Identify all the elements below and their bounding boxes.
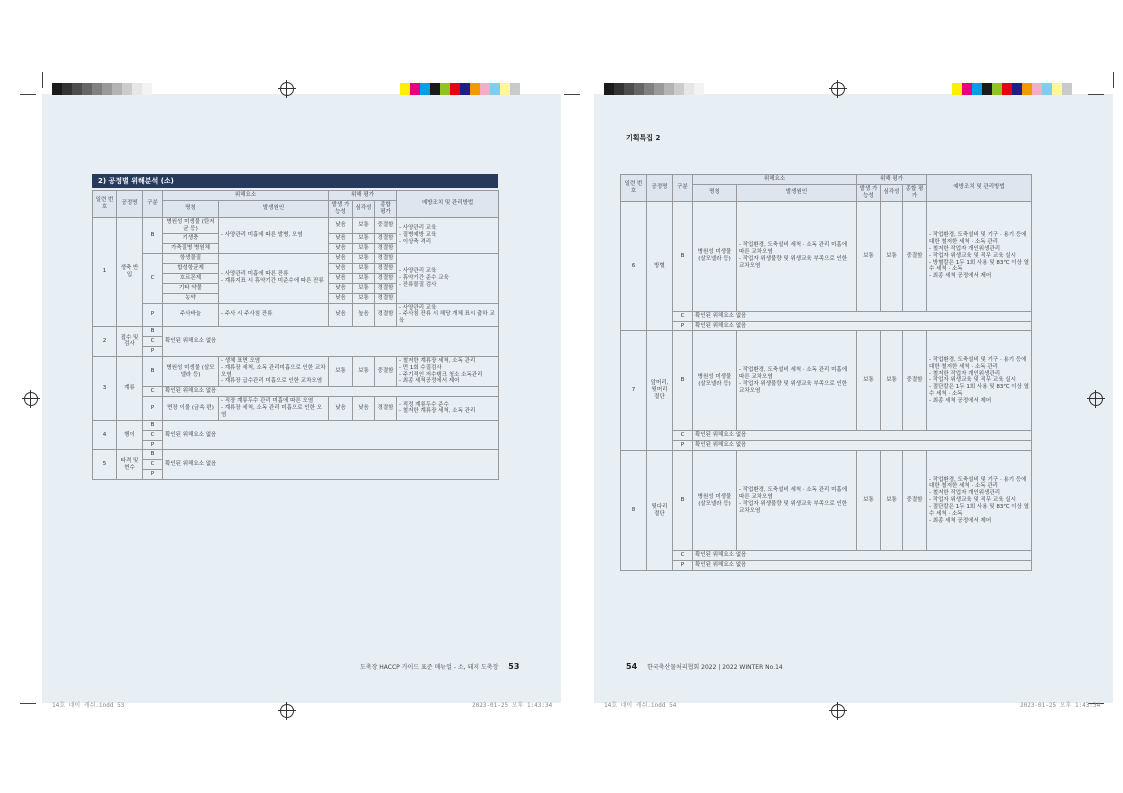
hazard-name: 병원성 미생물 (살모넬라 등)	[693, 201, 737, 311]
table-row	[621, 201, 1032, 311]
table-row	[93, 450, 499, 460]
hazard-name: 합성항균제	[163, 264, 219, 274]
table-row	[93, 387, 499, 397]
header-process: 공정명	[117, 191, 143, 218]
registration-mark-icon	[280, 82, 294, 96]
row-type: P	[673, 441, 693, 451]
hazard-name: 주사바늘	[163, 303, 219, 327]
row-type: C	[673, 431, 693, 441]
row-type: B	[143, 420, 163, 430]
registration-mark-icon	[24, 392, 38, 406]
total: 경결함	[375, 264, 397, 274]
slug-file: 14호 네이 캐쉬.indd 53	[52, 702, 125, 709]
table-row	[621, 331, 1032, 431]
row-no: 5	[93, 450, 117, 480]
header-cause: 발생원인	[219, 200, 329, 217]
hazard-cause: - 사양관리 미흡에 따른 잔류 - 계류지표 시 휴약기간 미준수에 따른 잔류	[219, 254, 329, 303]
total: 경결함	[375, 303, 397, 327]
crop-mark	[564, 94, 580, 95]
registration-mark-icon	[831, 82, 845, 96]
header-type: 구분	[143, 191, 163, 218]
hazard-cause: - 주사 시 주사침 잔류	[219, 303, 329, 327]
row-process: 뒷다리 절단	[647, 451, 673, 571]
hazard-cause: - 직장 계류두수 관리 미흡에 따른 오염 - 계류장 세척, 소독 관리 미흡으로 인한 오염	[219, 397, 329, 421]
hazard-cause: - 작업환경, 도축설비 세척 · 소독 관리 미흡에 따른 교차오염 - 작업자 위생불량 및 위생교육 부족으로 인한 교차오염	[737, 451, 857, 551]
row-process: 계류	[117, 356, 143, 420]
header-likelihood: 발생 가능성	[329, 200, 353, 217]
crop-mark	[42, 72, 43, 88]
row-process: 생축 반입	[117, 217, 143, 327]
page-number: 54	[626, 662, 638, 671]
severity: 보통	[353, 217, 375, 234]
severity: 보통	[353, 234, 375, 244]
likelihood: 낮음	[329, 397, 353, 421]
row-no: 8	[621, 451, 647, 571]
severity: 보통	[353, 264, 375, 274]
header-hazard: 위해요소	[163, 191, 329, 201]
registration-mark-icon	[1089, 392, 1103, 406]
slug-file: 14호 네이 캐쉬.indd 54	[604, 702, 677, 709]
hazard-name: 농약	[163, 293, 219, 303]
row-type: B	[143, 450, 163, 460]
section-title: 2) 공정별 위해분석 (소)	[92, 174, 498, 188]
row-type: C	[143, 337, 163, 347]
measures: - 철저한 계류장 세척, 소독 관리 - 먼 1회 수질검사 - 주기적인 저수탱크 청소 소독관리 - 최종 세척공정에서 제어	[397, 356, 499, 387]
measures: - 사양관리 교육 - 휴약기간 준수 교육 - 잔류물질 검사	[397, 254, 499, 303]
slug-date: 2023-01-25 오후 1:43:34	[1020, 702, 1101, 709]
header-hazard: 위해요소	[693, 175, 857, 185]
table-row	[93, 303, 499, 327]
header-risk: 위해 평가	[329, 191, 397, 201]
measures: - 작업환경, 도축설비 및 기구 · 용기 등에 대한 철저한 세척 · 소독 관리 - 철저한 작업자 개인위생관리 - 작업자 위생교육 및 직무 교육 실시 - 절단칼은 1두 1회 사용 및 83℃ 이상 열수 세척 · 소독 - 최종 세척 공정에서 제어	[927, 451, 1032, 551]
grayscale-color-bar	[52, 83, 152, 95]
total: 경결함	[375, 273, 397, 283]
row-process: 접수 및 검사	[117, 327, 143, 357]
likelihood: 낮음	[329, 283, 353, 293]
likelihood: 낮음	[329, 217, 353, 234]
total: 경결함	[375, 283, 397, 293]
row-process: 행이	[117, 420, 143, 450]
hazard-name: 병원성 미생물 (살모넬라 등)	[693, 331, 737, 431]
header-severity: 심각성	[353, 200, 375, 217]
severity: 보통	[353, 293, 375, 303]
likelihood: 낮음	[329, 303, 353, 327]
no-hazard-note: 확인된 위해요소 없음	[163, 327, 499, 357]
hazard-name: 면장 이물 (금속 편)	[163, 397, 219, 421]
severity: 보통	[353, 254, 375, 264]
total: 중결함	[903, 451, 927, 551]
likelihood: 낮음	[329, 273, 353, 283]
likelihood: 보통	[857, 201, 881, 311]
hazard-name: 병원성 미생물 (살모넬라 등)	[163, 356, 219, 387]
total: 경결함	[375, 244, 397, 254]
row-process: 앞머리, 뒷머리 절단	[647, 331, 673, 451]
table-row	[93, 217, 499, 234]
crop-mark	[20, 94, 36, 95]
grayscale-color-bar-right	[604, 83, 704, 95]
left-footer	[360, 662, 519, 671]
hazard-cause: - 사양관리 미흡에 따른 발병, 오염	[219, 217, 329, 254]
registration-mark-icon	[280, 704, 294, 718]
row-process: 방혈	[647, 201, 673, 331]
likelihood: 낮음	[329, 254, 353, 264]
header-severity: 심각성	[881, 184, 903, 201]
row-no: 7	[621, 331, 647, 451]
header-no: 일련 번호	[93, 191, 117, 218]
hazard-analysis-table-left	[92, 190, 499, 480]
table-row	[93, 327, 499, 337]
hazard-name: 호르몬제	[163, 273, 219, 283]
table-row	[621, 431, 1032, 441]
row-type: C	[673, 311, 693, 321]
row-type: C	[143, 254, 163, 303]
hazard-cause: - 작업환경, 도축설비 세척 · 소독 관리 미흡에 따른 교차오염 - 작업자 위생불량 및 위생교육 부족으로 인한 교차오염	[737, 331, 857, 431]
likelihood: 낮음	[329, 244, 353, 254]
measures: - 사양관리 교육 - 주사침 잔류 시 해당 개체 표시 출하 교육	[397, 303, 499, 327]
total: 경결함	[375, 234, 397, 244]
table-row	[621, 321, 1032, 331]
header-name: 명칭	[163, 200, 219, 217]
header-cause: 발생원인	[737, 184, 857, 201]
cmyk-color-bar-right	[952, 83, 1072, 95]
table-row	[621, 561, 1032, 571]
row-type: P	[143, 397, 163, 421]
table-row	[93, 397, 499, 421]
severity: 보통	[881, 201, 903, 311]
total: 경결함	[375, 293, 397, 303]
hazard-name: 병원성 미생물 (탄저균 등)	[163, 217, 219, 234]
severity: 보통	[881, 331, 903, 431]
total: 경결함	[375, 397, 397, 421]
table-row	[93, 420, 499, 430]
row-type: P	[143, 440, 163, 450]
footer-text: 도축장 HACCP 가이드 표준 매뉴얼 - 소, 돼지 도축장	[360, 664, 499, 671]
no-hazard-note: 확인된 위해요소 없음	[163, 387, 499, 397]
no-hazard-note: 확인된 위해요소 없음	[693, 431, 1032, 441]
table-row	[621, 311, 1032, 321]
total: 중결함	[903, 331, 927, 431]
no-hazard-note: 확인된 위해요소 없음	[163, 420, 499, 450]
hazard-analysis-table-right	[620, 174, 1032, 571]
total: 중결함	[375, 217, 397, 234]
row-type: B	[673, 201, 693, 311]
table-row	[93, 254, 499, 264]
no-hazard-note: 확인된 위해요소 없음	[163, 450, 499, 480]
measures: - 적정 계류두수 준수 - 철저한 계류장 세척, 소독 관리	[397, 397, 499, 421]
hazard-name: 가축질병 병원체	[163, 244, 219, 254]
cmyk-color-bar	[400, 83, 520, 95]
severity: 보통	[353, 273, 375, 283]
row-type: C	[143, 430, 163, 440]
right-footer	[626, 662, 783, 671]
row-no: 2	[93, 327, 117, 357]
row-type: B	[143, 217, 163, 254]
row-type: P	[143, 346, 163, 356]
likelihood: 낮음	[329, 293, 353, 303]
crop-mark	[1113, 72, 1114, 88]
row-type: B	[673, 331, 693, 431]
table-row	[621, 441, 1032, 451]
severity: 보통	[881, 451, 903, 551]
severity: 보통	[353, 356, 375, 387]
no-hazard-note: 확인된 위해요소 없음	[693, 311, 1032, 321]
severity: 보통	[353, 244, 375, 254]
no-hazard-note: 확인된 위해요소 없음	[693, 441, 1032, 451]
hazard-name: 기타 약물	[163, 283, 219, 293]
running-head: 기획특집 2	[626, 134, 661, 142]
row-type: C	[673, 551, 693, 561]
table-row	[621, 451, 1032, 551]
table-row	[93, 356, 499, 387]
row-type: P	[143, 303, 163, 327]
hazard-name: 기생충	[163, 234, 219, 244]
left-table-container	[92, 174, 498, 480]
no-hazard-note: 확인된 위해요소 없음	[693, 561, 1032, 571]
severity: 낮음	[353, 397, 375, 421]
header-risk: 위해 평가	[857, 175, 927, 185]
slug-date: 2023-01-25 오후 1:43:34	[472, 702, 553, 709]
hazard-cause: - 생체 표면 오염 - 계류장 세척, 소독 관리미흡으로 인한 교차오염 - 계류장 급수관리 미흡으로 인한 교차오염	[219, 356, 329, 387]
right-table-container	[620, 174, 1031, 571]
header-process: 공정명	[647, 175, 673, 202]
row-type: B	[143, 356, 163, 387]
footer-text: 한국축산물처리협회 2022 | 2022 WINTER No.14	[647, 664, 783, 671]
header-total: 종합 평가	[903, 184, 927, 201]
header-measures: 예방조치 및 관리방법	[397, 191, 499, 218]
crop-mark	[20, 703, 36, 704]
hazard-name: 항생물질	[163, 254, 219, 264]
likelihood: 낮음	[329, 264, 353, 274]
hazard-cause: - 작업환경, 도축설비 세척 · 소독 관리 미흡에 따른 교차오염 - 작업자 위생불량 및 위생교육 부족으로 인한 교차오염	[737, 201, 857, 311]
row-type: P	[673, 321, 693, 331]
page-number: 53	[508, 662, 520, 671]
row-type: P	[673, 561, 693, 571]
row-type: B	[673, 451, 693, 551]
likelihood: 보통	[857, 451, 881, 551]
likelihood: 보통	[857, 331, 881, 431]
row-process: 타격 및 현수	[117, 450, 143, 480]
crop-mark	[1088, 94, 1104, 95]
table-row	[621, 551, 1032, 561]
total: 중결함	[375, 356, 397, 387]
likelihood: 낮음	[329, 234, 353, 244]
header-total: 종합 평가	[375, 200, 397, 217]
severity: 보통	[353, 283, 375, 293]
measures: - 작업환경, 도축설비 및 기구 · 용기 등에 대한 철저한 세척 · 소독 관리 - 철저한 작업자 개인위생관리 - 작업자 위생교육 및 직무 교육 실시 - 방혈칼은 1두 1회 사용 및 83℃ 이상 열수 세척 · 소독 - 최종 세척 공정에서 제어	[927, 201, 1032, 311]
no-hazard-note: 확인된 위해요소 없음	[693, 551, 1032, 561]
header-likelihood: 발생 가능성	[857, 184, 881, 201]
registration-mark-icon	[831, 704, 845, 718]
total: 경결함	[375, 254, 397, 264]
hazard-name: 병원성 미생물 (살모넬라 등)	[693, 451, 737, 551]
row-type: C	[143, 460, 163, 470]
total: 중결함	[903, 201, 927, 311]
measures: - 사양관리 교육 - 질병예방 교육 - 이상축 격리	[397, 217, 499, 254]
row-no: 6	[621, 201, 647, 331]
measures: - 작업환경, 도축설비 및 기구 · 용기 등에 대한 철저한 세척 · 소독 관리 - 철저한 작업자 개인위생관리 - 작업자 위생교육 및 직무 교육 실시 - 절단칼은 1두 1회 사용 및 83℃ 이상 열수 세척 · 소독 - 최종 세척 공정에서 제어	[927, 331, 1032, 431]
row-no: 1	[93, 217, 117, 327]
header-name: 명칭	[693, 184, 737, 201]
row-type: C	[143, 387, 163, 397]
header-measures: 예방조치 및 관리방법	[927, 175, 1032, 202]
header-no: 일련 번호	[621, 175, 647, 202]
likelihood: 보통	[329, 356, 353, 387]
header-type: 구분	[673, 175, 693, 202]
severity: 높음	[353, 303, 375, 327]
row-no: 4	[93, 420, 117, 450]
row-type: P	[143, 470, 163, 480]
row-no: 3	[93, 356, 117, 420]
no-hazard-note: 확인된 위해요소 없음	[693, 321, 1032, 331]
row-type: B	[143, 327, 163, 337]
